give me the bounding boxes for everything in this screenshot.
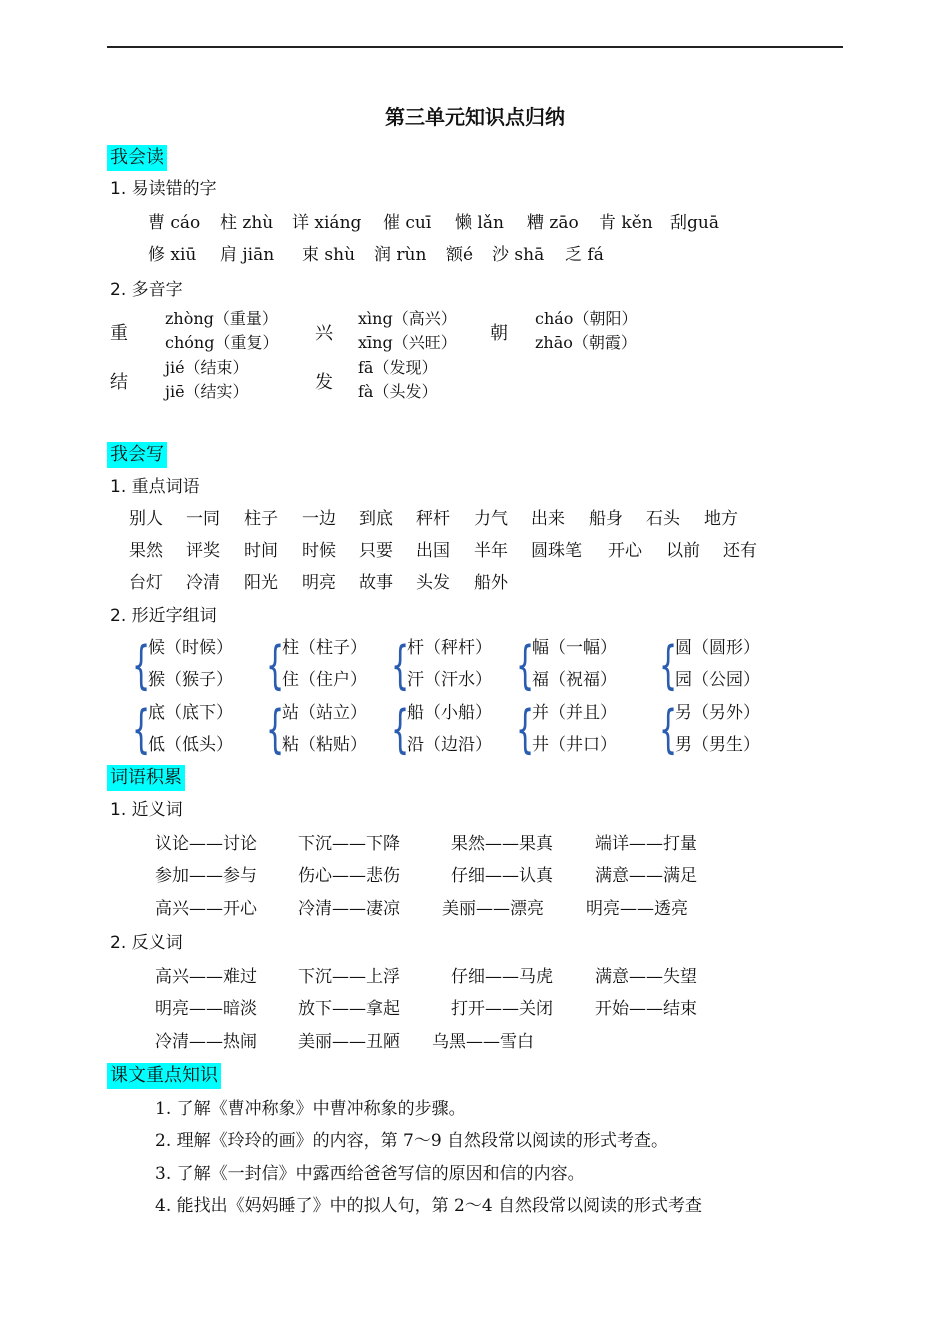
- section-read-heading: 我会读: [107, 145, 167, 171]
- poly-reading: jiē（结实）: [165, 382, 249, 401]
- read-sub1: 1. 易读错的字: [110, 179, 217, 199]
- section-words-heading: 词语积累: [107, 765, 185, 791]
- list-item: 明亮——透亮: [586, 899, 688, 919]
- list-item: 出来: [531, 509, 565, 529]
- read-row1: [0, 211, 950, 235]
- list-item: 端详——打量: [595, 834, 697, 854]
- list-item: 伤心——悲伤: [298, 866, 400, 886]
- list-item: 船外: [474, 573, 508, 593]
- list-item: 润 rùn: [374, 245, 427, 265]
- list-item: 开始——结束: [595, 999, 697, 1019]
- brace-icon: {: [516, 636, 535, 696]
- brace-icon: {: [391, 636, 410, 696]
- ant-row: [0, 965, 950, 989]
- section-write-heading: 我会写: [107, 442, 167, 468]
- list-item: 糟 zāo: [527, 213, 579, 233]
- group-word: 福（祝福）: [532, 670, 617, 690]
- list-item: 美丽——漂亮: [442, 899, 544, 919]
- list-item: 以前: [666, 541, 700, 561]
- list-item: 故事: [359, 573, 393, 593]
- list-item: 高兴——开心: [155, 899, 257, 919]
- ant-row: [0, 997, 950, 1021]
- write-row1: [0, 507, 950, 531]
- list-item: 到底: [359, 509, 393, 529]
- poly-reading: chóng（重复）: [165, 333, 279, 352]
- group-word: 船（小船）: [407, 703, 492, 723]
- list-item: 满意——满足: [595, 866, 697, 886]
- group-word: 柱（柱子）: [282, 638, 367, 658]
- list-item: 仔细——马虎: [451, 967, 553, 987]
- group-word: 猴（猴子）: [148, 670, 233, 690]
- group-word: 另（另外）: [675, 703, 760, 723]
- syn-row: [0, 864, 950, 888]
- list-item: 肯 kěn: [599, 213, 653, 233]
- words-sub2: 2. 反义词: [110, 933, 183, 953]
- list-item: 时候: [302, 541, 336, 561]
- list-item: 半年: [474, 541, 508, 561]
- poly-reading: jié（结束）: [165, 358, 249, 377]
- list-item: 打开——关闭: [451, 999, 553, 1019]
- list-item: 催 cuī: [383, 213, 432, 233]
- group-word: 幅（一幅）: [532, 638, 617, 658]
- list-item: 出国: [416, 541, 450, 561]
- list-item: 刮guā: [670, 213, 719, 233]
- write-sub2: 2. 形近字组词: [110, 606, 217, 626]
- group-word: 并（并且）: [532, 703, 617, 723]
- poly-char: 兴: [315, 323, 333, 344]
- list-item: 柱 zhù: [220, 213, 274, 233]
- list-item: 柱子: [244, 509, 278, 529]
- poly-char: 发: [315, 372, 333, 393]
- write-row3: [0, 571, 950, 595]
- list-item: 懒 lǎn: [455, 213, 504, 233]
- list-item: 冷清——凄凉: [298, 899, 400, 919]
- list-item: 明亮——暗淡: [155, 999, 257, 1019]
- list-item: 议论——讨论: [155, 834, 257, 854]
- list-item: 高兴——难过: [155, 967, 257, 987]
- list-item: 参加——参与: [155, 866, 257, 886]
- lesson-point: 1. 了解《曹冲称象》中曹冲称象的步骤。: [155, 1099, 466, 1119]
- syn-row: [0, 832, 950, 856]
- brace-icon: {: [659, 700, 678, 760]
- brace-icon: {: [132, 700, 151, 760]
- lesson-point: 3. 了解《一封信》中露西给爸爸写信的原因和信的内容。: [155, 1164, 585, 1184]
- poly-char: 结: [110, 372, 128, 393]
- poly-reading: xìng（高兴）: [358, 309, 457, 328]
- write-row2: [0, 539, 950, 563]
- words-sub1: 1. 近义词: [110, 800, 183, 820]
- list-item: 明亮: [302, 573, 336, 593]
- list-item: 一同: [186, 509, 220, 529]
- group-word: 汗（汗水）: [407, 670, 492, 690]
- list-item: 时间: [244, 541, 278, 561]
- list-item: 美丽——丑陋: [298, 1032, 400, 1052]
- list-item: 束 shù: [302, 245, 356, 265]
- list-item: 船身: [589, 509, 623, 529]
- group-word: 沿（边沿）: [407, 735, 492, 755]
- group-word: 粘（粘贴）: [282, 735, 367, 755]
- lesson-point: 4. 能找出《妈妈睡了》中的拟人句，第 2～4 自然段常以阅读的形式考查: [155, 1196, 703, 1216]
- brace-icon: {: [266, 636, 285, 696]
- lesson-point: 2. 理解《玲玲的画》的内容，第 7～9 自然段常以阅读的形式考查。: [155, 1131, 669, 1151]
- list-item: 下沉——上浮: [298, 967, 400, 987]
- ant-row: [0, 1030, 950, 1054]
- group-word: 低（低头）: [148, 735, 233, 755]
- list-item: 评奖: [186, 541, 220, 561]
- brace-icon: {: [266, 700, 285, 760]
- read-sub2: 2. 多音字: [110, 280, 183, 300]
- list-item: 冷清: [186, 573, 220, 593]
- list-item: 台灯: [129, 573, 163, 593]
- poly-reading: fà（头发）: [358, 382, 438, 401]
- poly-reading: xīng（兴旺）: [358, 333, 457, 352]
- syn-row: [0, 897, 950, 921]
- group-word: 男（男生）: [675, 735, 760, 755]
- group-word: 圆（圆形）: [675, 638, 760, 658]
- list-item: 额é: [446, 245, 474, 265]
- list-item: 放下——拿起: [298, 999, 400, 1019]
- poly-reading: fā（发现）: [358, 358, 438, 377]
- header-rule: [107, 46, 843, 48]
- group-word: 杆（秤杆）: [407, 638, 492, 658]
- list-item: 肩 jiān: [220, 245, 275, 265]
- list-item: 下沉——下降: [298, 834, 400, 854]
- list-item: 仔细——认真: [451, 866, 553, 886]
- list-item: 满意——失望: [595, 967, 697, 987]
- brace-icon: {: [659, 636, 678, 696]
- list-item: 曹 cáo: [148, 213, 201, 233]
- page-title: 第三单元知识点归纳: [385, 105, 565, 129]
- list-item: 只要: [359, 541, 393, 561]
- list-item: 果然——果真: [451, 834, 553, 854]
- write-sub1: 1. 重点词语: [110, 477, 200, 497]
- group-word: 井（井口）: [532, 735, 617, 755]
- poly-reading: zhòng（重量）: [165, 309, 278, 328]
- brace-icon: {: [132, 636, 151, 696]
- group-word: 园（公园）: [675, 670, 760, 690]
- poly-reading: zhāo（朝霞）: [535, 333, 637, 352]
- group-word: 住（住户）: [282, 670, 367, 690]
- list-item: 开心: [608, 541, 642, 561]
- list-item: 乌黑——雪白: [432, 1032, 534, 1052]
- list-item: 阳光: [244, 573, 278, 593]
- list-item: 修 xiū: [148, 245, 197, 265]
- list-item: 果然: [129, 541, 163, 561]
- poly-reading: cháo（朝阳）: [535, 309, 638, 328]
- read-row2: [0, 243, 950, 267]
- poly-char: 重: [110, 323, 128, 344]
- list-item: 石头: [646, 509, 680, 529]
- list-item: 力气: [474, 509, 508, 529]
- list-item: 沙 shā: [492, 245, 545, 265]
- list-item: 乏 fá: [565, 245, 604, 265]
- group-word: 站（站立）: [282, 703, 367, 723]
- brace-icon: {: [516, 700, 535, 760]
- list-item: 别人: [129, 509, 163, 529]
- list-item: 一边: [302, 509, 336, 529]
- group-word: 底（底下）: [148, 703, 233, 723]
- list-item: 秤杆: [416, 509, 450, 529]
- list-item: 地方: [704, 509, 738, 529]
- list-item: 头发: [416, 573, 450, 593]
- list-item: 冷清——热闹: [155, 1032, 257, 1052]
- list-item: 还有: [723, 541, 757, 561]
- section-lesson-heading: 课文重点知识: [107, 1063, 221, 1089]
- list-item: 详 xiáng: [292, 213, 362, 233]
- list-item: 圆珠笔: [531, 541, 582, 561]
- brace-icon: {: [391, 700, 410, 760]
- group-word: 候（时候）: [148, 638, 233, 658]
- poly-char: 朝: [490, 323, 508, 344]
